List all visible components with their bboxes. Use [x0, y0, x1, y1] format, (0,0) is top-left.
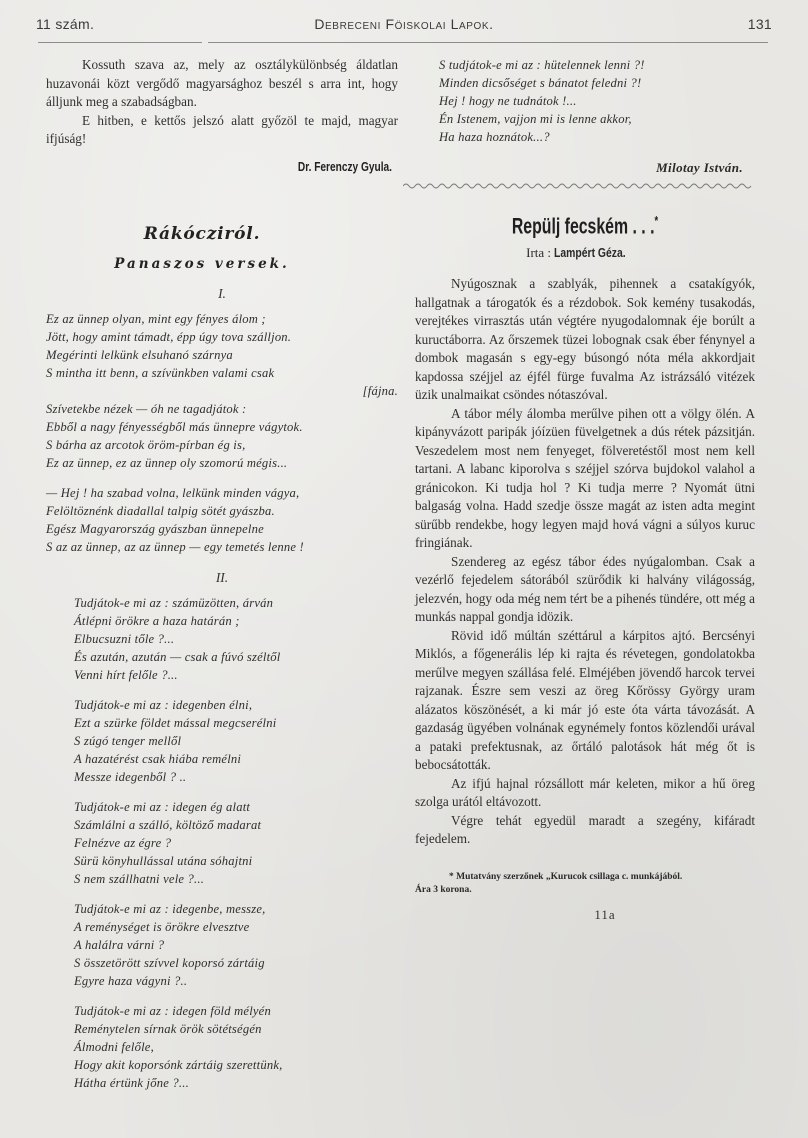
byline-prefix: Irta :: [526, 245, 552, 261]
verse-line: — Hej ! ha szabad volna, lelkünk minden vágya,: [46, 485, 300, 500]
printer-signature-mark: 11a: [594, 906, 616, 922]
story-title-text: Repülj fecském . . .: [511, 213, 655, 239]
verse-line: Egyre haza vágyni ?..: [74, 973, 188, 988]
verse-line: Álmodni felőle,: [74, 1039, 154, 1054]
verse-line: S összetörött szívvel koporsó zártáig: [74, 955, 265, 970]
story-paragraph: Rövid idő múltán széttárul a kárpitos ajtó. Bercsényi Miklós, a főgenerális lép ki rajta és révetegen, gondolatokba merűlve megyen szállása felé. Elméjében jövendő harcok tervei rajzanak. Észre sem veszi az öreg Kőrössy György uram alázatos köszönését, a ki már jó este óta várta távozását. A gazdaság ügyében volnának egynémely fontos közlendői urával a pataki prefektusnak, az őrtáló palotások hát még őt is bebocsátották.: [415, 627, 755, 773]
verse-line: Minden dicsőséget s bánatot feledni ?!: [439, 76, 642, 90]
verse-line: A reménységet is örökre elvesztve: [74, 919, 250, 934]
stanza: [46, 900, 398, 990]
verse-line: Hogy akit koporsónk zártáig szerettünk,: [74, 1057, 283, 1072]
verse-line: Felnézve az égre ?: [74, 835, 172, 850]
verse-line: Tudjátok-e mi az : számüzötten, árván: [74, 595, 274, 610]
stanza: [46, 1002, 398, 1092]
verse-line: Messze idegenből ? ..: [74, 769, 187, 784]
verse-line: Sürü könyhullással utána sóhajtni: [74, 853, 253, 868]
verse-line: S az az ünnep, az az ünnep — egy temetés lenne !: [46, 539, 304, 554]
verse-line: A hazatérést csak hiába remélni: [74, 751, 242, 766]
page-number: 131: [747, 16, 772, 32]
author-name: Lampért Géza.: [554, 245, 626, 261]
header-rule-right: [208, 42, 768, 43]
verse-line: Én Istenem, vajjon mi is lenne akkor,: [439, 112, 632, 126]
story-paragraph: Nyúgosznak a szablyák, pihennek a csatakígyók, hallgatnak a tárogatók és a rézdobok. Sok kemény tusakodás, verejtékes virrasztás után végtére nyugodalomnak éje borúlt a kuructáborra. Az őrszemek tüzei lobognak csak éber fénynyel a dombok magasán s egy-egy búsongó nóta méla akkordjait kapdossa széjjel az éjfél fürge fuvalma Az istrázsáló vitézek üzik unalmaikat csöndes nótaszóval.: [415, 276, 755, 403]
verse-line: Ezt a szürke földet mással megcserélni: [74, 715, 277, 730]
stanza: [46, 594, 398, 684]
story-title: [463, 213, 708, 239]
verse-line: S tudjátok-e mi az : hütelennek lenni ?!: [439, 58, 645, 72]
story-paragraph: Az ifjú hajnal rózsállott már keleten, mikor a hű öreg szolga urától eltávozott.: [415, 775, 755, 810]
verse-line: Elbucsuzni tőle ?...: [74, 631, 175, 646]
verse-line: S bárha az arcotok öröm-pírban ég is,: [46, 437, 246, 452]
verse-line: Szívetekbe nézek — óh ne tagadjátok :: [46, 401, 247, 416]
part-numeral: II.: [215, 569, 229, 585]
stanza: [46, 798, 398, 888]
verse-line: Tudjátok-e mi az : idegen föld mélyén: [74, 1003, 271, 1018]
verse-line: Jött, hogy amint támadt, épp úgy tova szálljon.: [46, 329, 292, 344]
stanza: [415, 56, 755, 146]
poem-title: Rákócziról.: [143, 223, 261, 244]
stanza: [46, 696, 398, 786]
story-paragraph: A tábor mély álomba merűlve pihen ott a völgy ölén. A kipányvázott paripák jóízüen füvelgetnek a dús rétek pázsitján. Veszedelem most nem fenyeget, fölveretéstől most nem kell tartani. A labanc kiporolva s széjjel szórva bujdokol valahol a gránicokon. Ki tudja hol ? Ki tudja merre ? Nyomát ütni balgaság volna. Hadd szedje össze magát az isten adta megint sürűbb rendekbe, hogy legyen majd hová vágni a súlyos kuruc fringiának.: [415, 405, 755, 551]
wavy-divider: [403, 182, 767, 190]
issue-number: 11 szám.: [36, 16, 95, 32]
verse-line: S mintha itt benn, a szívünkben valami csak: [46, 365, 275, 380]
stanza: [46, 484, 398, 556]
verse-line: Tudjátok-e mi az : idegenben élni,: [74, 697, 253, 712]
verse-line: Tudjátok-e mi az : idegen ég alatt: [74, 799, 251, 814]
essay-signature: Dr. Ferenczy Gyula.: [297, 158, 392, 174]
verse-line: Egész Magyarország gyászban ünnepelne: [46, 521, 264, 536]
footnote-line: Ára 3 korona.: [415, 884, 472, 895]
left-column: [46, 56, 398, 1104]
story-paragraph: Szendereg az egész tábor édes nyúgalomban. Csak a vezérlő fejedelem sátorából szürődik ki halvány világosság, jelezvén, hogy oda még nem tért be a pihenés tündére, ott még a munkás nappal gondja idözik.: [415, 553, 755, 625]
verse-line: S zúgó tenger mellől: [74, 733, 182, 748]
part-numeral: I.: [218, 285, 226, 301]
verse-line: Tudjátok-e mi az : idegenbe, messze,: [74, 901, 266, 916]
verse-line: S nem szállhatni vele ?...: [74, 871, 205, 886]
verse-line: Átlépni örökre a haza határán ;: [74, 613, 240, 628]
story-paragraph: Végre tehát egyedül maradt a szegény, kifáradt fejedelem.: [415, 812, 755, 847]
footnote-marker: *: [654, 213, 659, 228]
verse-line: Megérinti lelkünk elsuhanó szárnya: [46, 347, 233, 362]
verse-line: Reménytelen sírnak örök sötétségén: [74, 1021, 262, 1036]
verse-line: Felöltöznénk diadallal talpig sötét gyászba.: [46, 503, 275, 518]
verse-line: Venni hírt felőle ?...: [74, 667, 178, 682]
poem-subtitle: Panaszos versek.: [114, 255, 290, 272]
footnote: [415, 871, 755, 897]
journal-title: Debreceni Föiskolai Lapok.: [314, 16, 494, 32]
verse-line: A halálra várni ?: [74, 937, 165, 952]
header-rule-left: [38, 42, 202, 43]
footnote-line: * Mutatvány szerzőnek „Kurucok csillaga c. munkájából.: [449, 871, 683, 882]
verse-line: Ebből a nagy fényességből más ünnepre vágytok.: [46, 419, 303, 434]
verse-line: Ez az ünnep, ez az ünnep oly szomorú mégis...: [46, 455, 288, 470]
poet-signature: Milotay István.: [656, 160, 743, 175]
verse-line-overflow: [fájna.: [362, 383, 398, 398]
verse-line: Ha haza hoznátok...?: [439, 130, 550, 144]
verse-line: Ez az ünnep olyan, mint egy fényes álom ;: [46, 311, 266, 326]
essay-paragraph: E hitben, e kettős jelszó alatt győzöl te majd, magyar ifjúság!: [46, 112, 398, 146]
verse-line: Hátha értünk jőne ?...: [74, 1075, 189, 1090]
right-column: [415, 56, 755, 923]
byline: [415, 245, 755, 261]
essay-paragraph: Kossuth szava az, mely az osztálykülönbség áldatlan huzavonái közt vergődő magyarsághoz beszél s arra int, hogy álljunk meg a szabadságban.: [46, 57, 398, 109]
stanza: [46, 310, 398, 472]
verse-line: Hej ! hogy ne tudnátok !...: [439, 94, 577, 108]
verse-line: Számlálni a szálló, költöző madarat: [74, 817, 262, 832]
page-header: [36, 16, 772, 38]
verse-line: És azután, azután — csak a fúvó széltől: [74, 649, 281, 664]
